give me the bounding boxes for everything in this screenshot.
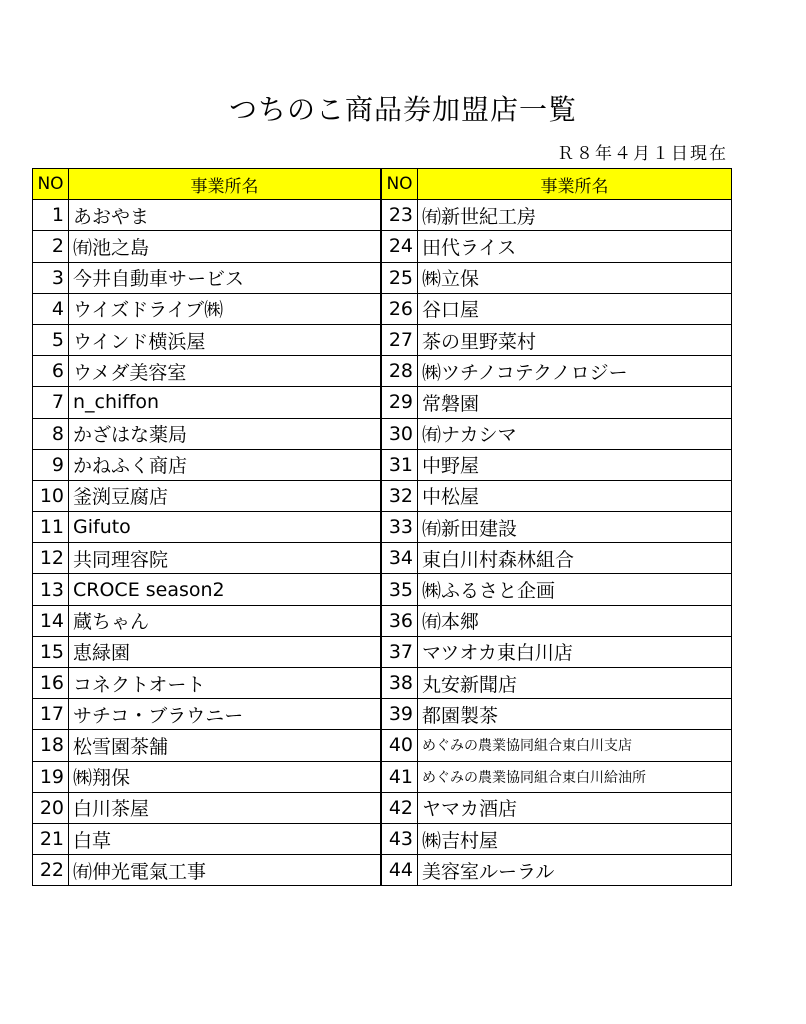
row-number: 16 — [33, 668, 69, 699]
table-row — [382, 761, 732, 792]
table-row — [382, 449, 732, 480]
page-title: つちのこ商品券加盟店一覧 — [228, 93, 577, 126]
row-number: 20 — [33, 792, 69, 823]
row-number: 44 — [382, 855, 418, 886]
table-row — [382, 574, 732, 605]
business-name: サチコ・ブラウニー — [69, 699, 381, 730]
row-number: 24 — [382, 231, 418, 262]
business-name: かねふく商店 — [69, 449, 381, 480]
business-name: 共同理容院 — [69, 543, 381, 574]
row-number: 1 — [33, 200, 69, 231]
row-number: 23 — [382, 200, 418, 231]
row-number: 8 — [33, 418, 69, 449]
table-row — [33, 449, 381, 480]
row-number: 27 — [382, 324, 418, 355]
row-number: 39 — [382, 699, 418, 730]
header-no: NO — [33, 169, 69, 200]
row-number: 34 — [382, 543, 418, 574]
table-row — [382, 231, 732, 262]
row-number: 15 — [33, 636, 69, 667]
business-name: かざはな薬局 — [69, 418, 381, 449]
row-number: 12 — [33, 543, 69, 574]
member-table-left — [32, 168, 381, 886]
business-name: コネクトオート — [69, 668, 381, 699]
business-name: 中野屋 — [418, 449, 732, 480]
business-name: ウイズドライブ㈱ — [69, 293, 381, 324]
member-store-tables — [32, 168, 732, 886]
header-no: NO — [382, 169, 418, 200]
row-number: 9 — [33, 449, 69, 480]
row-number: 29 — [382, 387, 418, 418]
member-table-right — [381, 168, 732, 886]
row-number: 42 — [382, 792, 418, 823]
table-row — [382, 387, 732, 418]
business-name: ㈲本郷 — [418, 605, 732, 636]
table-row — [33, 574, 381, 605]
table-row — [33, 823, 381, 854]
table-row — [33, 387, 381, 418]
row-number: 21 — [33, 823, 69, 854]
row-number: 31 — [382, 449, 418, 480]
business-name: 釜渕豆腐店 — [69, 480, 381, 511]
header-business-name: 事業所名 — [418, 169, 732, 200]
table-row — [33, 605, 381, 636]
table-row — [33, 231, 381, 262]
row-number: 14 — [33, 605, 69, 636]
table-row — [382, 512, 732, 543]
table-row — [33, 855, 381, 886]
table-row — [382, 418, 732, 449]
business-name: ㈱ふるさと企画 — [418, 574, 732, 605]
table-row — [33, 480, 381, 511]
business-name: 白川茶屋 — [69, 792, 381, 823]
row-number: 10 — [33, 480, 69, 511]
business-name: 恵緑園 — [69, 636, 381, 667]
row-number: 4 — [33, 293, 69, 324]
table-row — [382, 699, 732, 730]
business-name: 中松屋 — [418, 480, 732, 511]
row-number: 5 — [33, 324, 69, 355]
business-name: ㈱翔保 — [69, 761, 381, 792]
table-row — [33, 418, 381, 449]
business-name: ㈲伸光電氣工事 — [69, 855, 381, 886]
table-row — [382, 262, 732, 293]
row-number: 30 — [382, 418, 418, 449]
row-number: 43 — [382, 823, 418, 854]
table-row — [382, 668, 732, 699]
table-row — [33, 356, 381, 387]
row-number: 35 — [382, 574, 418, 605]
row-number: 25 — [382, 262, 418, 293]
row-number: 33 — [382, 512, 418, 543]
table-row — [382, 636, 732, 667]
table-row — [33, 324, 381, 355]
as-of-date: Ｒ８年４月１日現在 — [557, 144, 728, 164]
table-row — [382, 792, 732, 823]
business-name: CROCE season2 — [69, 574, 381, 605]
row-number: 17 — [33, 699, 69, 730]
row-number: 38 — [382, 668, 418, 699]
table-row — [33, 262, 381, 293]
business-name: 東白川村森林組合 — [418, 543, 732, 574]
business-name: ウメダ美容室 — [69, 356, 381, 387]
business-name: マツオカ東白川店 — [418, 636, 732, 667]
table-row — [33, 293, 381, 324]
row-number: 22 — [33, 855, 69, 886]
table-row — [382, 855, 732, 886]
table-row — [382, 324, 732, 355]
table-row — [33, 668, 381, 699]
table-row — [33, 730, 381, 761]
business-name: ㈱吉村屋 — [418, 823, 732, 854]
row-number: 26 — [382, 293, 418, 324]
business-name: n_chiffon — [69, 387, 381, 418]
business-name: めぐみの農業協同組合東白川給油所 — [418, 761, 732, 792]
table-row — [382, 293, 732, 324]
row-number: 6 — [33, 356, 69, 387]
table-row — [33, 761, 381, 792]
header-business-name: 事業所名 — [69, 169, 381, 200]
business-name: 松雪園茶舗 — [69, 730, 381, 761]
row-number: 7 — [33, 387, 69, 418]
business-name: Gifuto — [69, 512, 381, 543]
business-name: 白草 — [69, 823, 381, 854]
table-row — [33, 792, 381, 823]
table-row — [382, 543, 732, 574]
row-number: 28 — [382, 356, 418, 387]
business-name: 茶の里野菜村 — [418, 324, 732, 355]
row-number: 11 — [33, 512, 69, 543]
business-name: 田代ライス — [418, 231, 732, 262]
table-row — [382, 356, 732, 387]
table-row — [33, 636, 381, 667]
row-number: 19 — [33, 761, 69, 792]
row-number: 32 — [382, 480, 418, 511]
row-number: 3 — [33, 262, 69, 293]
business-name: ㈲新世紀工房 — [418, 200, 732, 231]
row-number: 18 — [33, 730, 69, 761]
business-name: めぐみの農業協同組合東白川支店 — [418, 730, 732, 761]
table-row — [382, 605, 732, 636]
business-name: ㈲池之島 — [69, 231, 381, 262]
row-number: 41 — [382, 761, 418, 792]
table-row — [382, 823, 732, 854]
business-name: 美容室ルーラル — [418, 855, 732, 886]
business-name: ㈱ツチノコテクノロジー — [418, 356, 732, 387]
table-row — [382, 480, 732, 511]
business-name: ヤマカ酒店 — [418, 792, 732, 823]
business-name: 常磐園 — [418, 387, 732, 418]
header-row — [33, 169, 381, 200]
business-name: ㈱立保 — [418, 262, 732, 293]
row-number: 13 — [33, 574, 69, 605]
table-row — [33, 543, 381, 574]
row-number: 2 — [33, 231, 69, 262]
business-name: ㈲ナカシマ — [418, 418, 732, 449]
business-name: 谷口屋 — [418, 293, 732, 324]
business-name: ウインド横浜屋 — [69, 324, 381, 355]
table-row — [33, 699, 381, 730]
row-number: 36 — [382, 605, 418, 636]
business-name: 蔵ちゃん — [69, 605, 381, 636]
table-row — [382, 730, 732, 761]
business-name: ㈲新田建設 — [418, 512, 732, 543]
row-number: 40 — [382, 730, 418, 761]
business-name: 丸安新聞店 — [418, 668, 732, 699]
business-name: あおやま — [69, 200, 381, 231]
row-number: 37 — [382, 636, 418, 667]
table-row — [33, 200, 381, 231]
header-row — [382, 169, 732, 200]
table-row — [382, 200, 732, 231]
table-row — [33, 512, 381, 543]
business-name: 都園製茶 — [418, 699, 732, 730]
business-name: 今井自動車サービス — [69, 262, 381, 293]
